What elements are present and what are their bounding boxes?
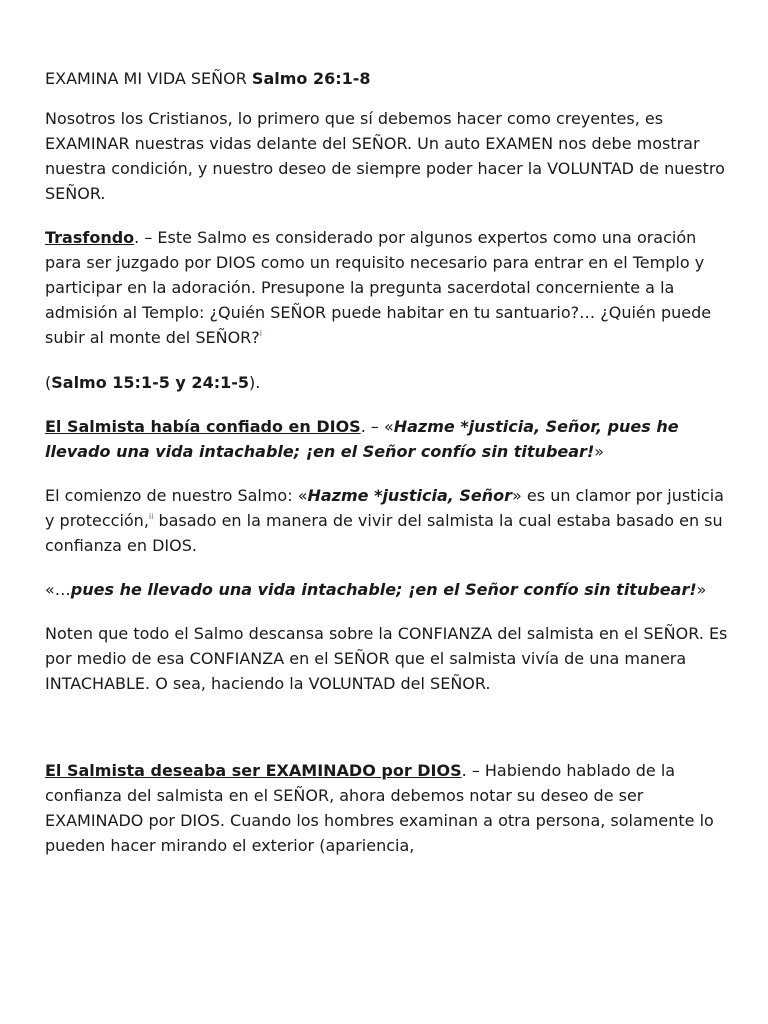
footnote-marker-1[interactable]: i bbox=[259, 329, 262, 338]
salmo-reference-paragraph bbox=[45, 370, 728, 395]
confiado-connector: . – « bbox=[360, 417, 394, 436]
quote-text: pues he llevado una vida intachable; ¡en el Señor confío sin titubear! bbox=[70, 580, 697, 599]
confiado-quote: Hazme *justicia, Señor, pues he llevado una vida intachable; ¡en el Señor confío sin titubear! bbox=[45, 417, 679, 461]
footnote-marker-2[interactable]: ii bbox=[148, 512, 154, 521]
examinado-text: . – Habiendo hablado de la confianza del salmista en el SEÑOR, ahora debemos notar su deseo de ser EXAMINADO por DIOS. Cuando los hombres examinan a otra persona, solamente lo pueden hacer mirando el exterior (apariencia, bbox=[45, 761, 714, 855]
trasfondo-heading: Trasfondo bbox=[45, 228, 135, 247]
trasfondo-paragraph bbox=[45, 225, 728, 350]
comienzo-rest: basado en la manera de vivir del salmista la cual estaba basado en su confianza en DIOS. bbox=[45, 511, 723, 555]
trasfondo-text: . – Este Salmo es considerado por algunos expertos como una oración para ser juzgado por DIOS como un requisito necesario para entrar en el Templo y participar en la adoración. Presupone la pregunta sacerdotal concerniente a la admisión al Templo: ¿Quién SEÑOR puede habitar en tu santuario?… ¿Quién puede subir al monte del SEÑOR? bbox=[45, 228, 712, 347]
noten-paragraph: Noten que todo el Salmo descansa sobre la CONFIANZA del salmista en el SEÑOR. Es por medio de esa CONFIANZA en el SEÑOR que el salmista vivía de una manera INTACHABLE. O sea, haciendo la VOLUNTAD del SEÑOR. bbox=[45, 624, 728, 693]
quote-open: «… bbox=[45, 580, 71, 599]
title-reference: Salmo 26:1-8 bbox=[251, 69, 371, 88]
salmo-ref-close: ). bbox=[249, 373, 261, 392]
examinado-heading: El Salmista deseaba ser EXAMINADO por DIOS bbox=[45, 761, 462, 780]
comienzo-quote: Hazme *justicia, Señor bbox=[307, 486, 513, 505]
salmo-ref-open: ( bbox=[45, 373, 52, 392]
comienzo-lead: El comienzo de nuestro Salmo: « bbox=[45, 486, 308, 505]
examinado-paragraph bbox=[45, 758, 728, 858]
title-text: EXAMINA MI VIDA SEÑOR bbox=[45, 69, 252, 88]
quote-paragraph bbox=[45, 577, 728, 602]
intro-paragraph: Nosotros los Cristianos, lo primero que sí debemos hacer como creyentes, es EXAMINAR nuestras vidas delante del SEÑOR. Un auto EXAMEN nos debe mostrar nuestra condición, y nuestro deseo de siempre poder hacer la VOLUNTAD de nuestro SEÑOR. bbox=[45, 109, 725, 203]
confiado-heading: El Salmista había confiado en DIOS bbox=[45, 417, 361, 436]
comienzo-mid: » es un clamor por justicia y protección, bbox=[45, 486, 724, 530]
confiado-paragraph bbox=[45, 414, 728, 464]
comienzo-paragraph bbox=[45, 483, 728, 558]
document-title bbox=[45, 66, 728, 91]
salmo-ref-text: Salmo 15:1-5 y 24:1-5 bbox=[51, 373, 249, 392]
confiado-close: » bbox=[594, 442, 605, 461]
quote-close: » bbox=[696, 580, 707, 599]
